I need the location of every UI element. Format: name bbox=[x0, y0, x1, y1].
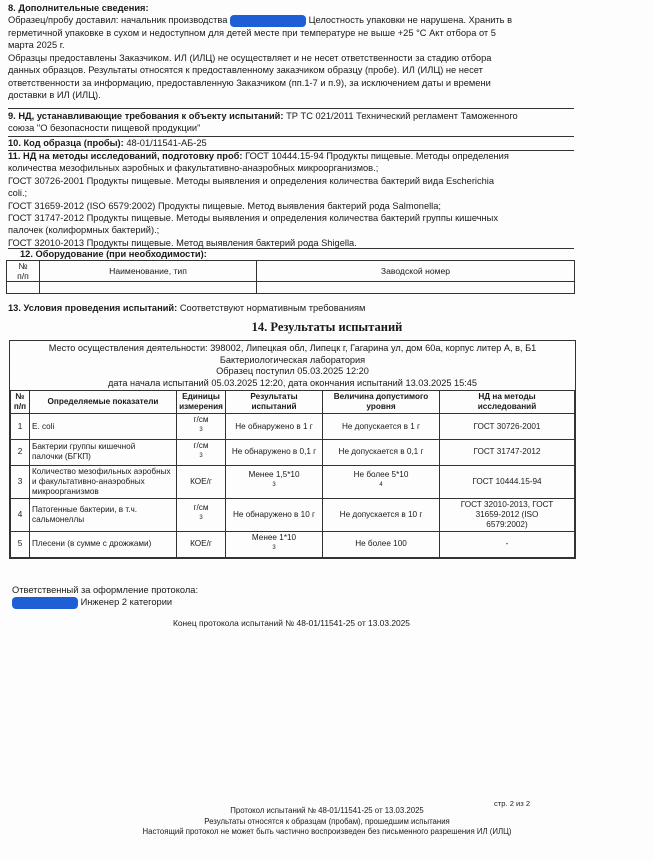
result-value: Не обнаружено в 1 г bbox=[226, 414, 323, 440]
method-reference: - bbox=[440, 531, 575, 557]
results-header bbox=[10, 341, 575, 389]
row-number: 5 bbox=[11, 531, 30, 557]
unit: г/см $^3$ bbox=[177, 498, 226, 531]
indicator-name: Патогенные бактерии, в т.ч. сальмонеллы bbox=[30, 498, 177, 531]
indicator-name: Плесени (в сумме с дрожжами) bbox=[30, 531, 177, 557]
section-13 bbox=[8, 302, 365, 314]
test-dates: дата начала испытаний 05.03.2025 12:20, дата окончания испытаний 13.03.2025 15:45 bbox=[108, 377, 477, 388]
table-row bbox=[11, 414, 575, 440]
unit: г/см $^3$ bbox=[177, 440, 226, 466]
section-9 bbox=[8, 110, 518, 135]
section-13-value: Соответствуют нормативным требованиям bbox=[179, 303, 366, 313]
section-10 bbox=[8, 137, 207, 149]
results-box bbox=[9, 340, 576, 559]
section-9-value-cont: союза "О безопасности пищевой продукции" bbox=[8, 123, 201, 134]
result-value: Не обнаружено в 10 г bbox=[226, 498, 323, 531]
indicator-header: Определяемые показатели bbox=[30, 391, 177, 414]
row-number: 1 bbox=[11, 414, 30, 440]
indicator-name: E. coli bbox=[30, 414, 177, 440]
lab-name: Бактериологическая лаборатория bbox=[219, 354, 366, 365]
results-table bbox=[10, 390, 575, 557]
section-9-label: 9. НД, устанавливающие требования к объекту испытаний: bbox=[8, 111, 284, 121]
indicator-name: Бактерии группы кишечной палочки (БГКП) bbox=[30, 440, 177, 466]
limit-value: Не более 5*10 $^4$ bbox=[323, 465, 440, 498]
limit-value: Не допускается в 10 г bbox=[323, 498, 440, 531]
result-value: Менее 1*10 $^3$ bbox=[226, 531, 323, 557]
section-8-heading: 8. Дополнительные сведения: bbox=[8, 3, 149, 13]
delivered-by-label: Образец/пробу доставил: начальник производства bbox=[8, 15, 228, 26]
sample-code: 48-01/11541-АБ-25 bbox=[126, 138, 207, 148]
table-row bbox=[11, 498, 575, 531]
row-number: 2 bbox=[11, 440, 30, 466]
act-date-text: марта 2025 г. bbox=[8, 40, 65, 51]
table-row bbox=[11, 465, 575, 498]
footer-line-2: Результаты относятся к образцам (пробам), прошедшим испытания bbox=[204, 816, 450, 826]
method-line-1: ГОСТ 10444.15-94 Продукты пищевые. Методы определения bbox=[245, 151, 509, 161]
method-line-7: палочек (колиформных бактерий).; bbox=[8, 225, 160, 236]
section-11 bbox=[8, 150, 509, 249]
responsible-block bbox=[12, 584, 198, 609]
limit-value: Не допускается в 1 г bbox=[323, 414, 440, 440]
footer-line-1: Протокол испытаний № 48-01/11541-25 от 13.03.2025 bbox=[230, 806, 424, 815]
method-reference: ГОСТ 10444.15-94 bbox=[440, 465, 575, 498]
divider bbox=[8, 108, 574, 109]
equipment-serial-header: Заводской номер bbox=[257, 261, 575, 282]
place-of-activity: Место осуществления деятельности: 398002, Липецкая обл, Липецк г, Гагарина ул, дом 60а, корпус литер А, в, Б1 bbox=[48, 343, 537, 353]
equipment-name-header: Наименование, тип bbox=[40, 261, 257, 282]
page-number: стр. 2 из 2 bbox=[494, 799, 531, 808]
responsible-position: Инженер 2 категории bbox=[80, 597, 173, 608]
unit: г/см $^3$ bbox=[177, 414, 226, 440]
method-line-8: ГОСТ 32010-2013 Продукты пищевые. Метод выявления бактерий рода Shigella. bbox=[8, 237, 357, 248]
method-reference: ГОСТ 32010-2013, ГОСТ 31659-2012 (ISO 6579:2002) bbox=[440, 498, 575, 531]
unit: КОЕ/г bbox=[177, 465, 226, 498]
redacted-name bbox=[230, 15, 306, 27]
footer bbox=[0, 806, 654, 838]
section-10-label: 10. Код образца (пробы): bbox=[8, 138, 124, 148]
result-value: Не обнаружено в 0,1 г bbox=[226, 440, 323, 466]
equipment-table: № п/п Наименование, тип Заводской номер bbox=[6, 260, 575, 294]
method-reference: ГОСТ 30726-2001 bbox=[440, 414, 575, 440]
results-header-row: № п/п Определяемые показатели Единицы измерения Результаты испытаний Величина допустимого уровня НД на методы исследований bbox=[11, 391, 575, 414]
section-11-label: 11. НД на методы исследований, подготовку проб: bbox=[8, 151, 243, 161]
table-row bbox=[11, 440, 575, 466]
indicator-name: Количество мезофильных аэробных и факультативно-анаэробных микроорганизмов bbox=[30, 465, 177, 498]
unit: КОЕ/г bbox=[177, 531, 226, 557]
disclaimer-line-1: Образцы предоставлены Заказчиком. ИЛ (ИЛЦ) не осуществляет и не несет ответственности за стадию отбора bbox=[8, 52, 492, 63]
results-title: 14. Результаты испытаний bbox=[251, 320, 403, 334]
footer-line-3: Настоящий протокол не может быть частично воспроизведен без письменного разрешения ИЛ (ИЛЦ) bbox=[142, 827, 512, 836]
limit-value: Не более 100 bbox=[323, 531, 440, 557]
method-reference: ГОСТ 31747-2012 bbox=[440, 440, 575, 466]
section-8 bbox=[8, 2, 512, 101]
method-line-6: ГОСТ 31747-2012 Продукты пищевые. Методы выявления и определения количества бактерий группы кишечных bbox=[8, 213, 499, 224]
disclaimer-line-2: данных образцов. Результаты относятся к предоставленному заказчиком образцу (пробе). ИЛ (ИЛЦ) не несет bbox=[8, 65, 483, 76]
result-value: Менее 1,5*10 $^3$ bbox=[226, 465, 323, 498]
method-line-3: ГОСТ 30726-2001 Продукты пищевые. Методы выявления и определения количества бактерий вида Escherichia bbox=[8, 175, 495, 186]
end-of-protocol: Конец протокола испытаний № 48-01/11541-25 от 13.03.2025 bbox=[173, 618, 410, 628]
method-line-5: ГОСТ 31659-2012 (ISO 6579:2002) Продукты пищевые. Метод выявления бактерий рода Salmonella; bbox=[8, 200, 441, 211]
section-9-value: ТР ТС 021/2011 Технический регламент Таможенного bbox=[286, 111, 518, 121]
sample-received: Образец поступил 05.03.2025 12:20 bbox=[216, 366, 369, 377]
responsible-label: Ответственный за оформление протокола: bbox=[12, 585, 199, 595]
limit-value: Не допускается в 0,1 г bbox=[323, 440, 440, 466]
section-12-heading: 12. Оборудование (при необходимости): bbox=[20, 249, 207, 259]
storage-text: герметичной упаковке в сухом и недоступном для детей месте при температуре не выше +25 °С Акт отбора от 5 bbox=[8, 27, 496, 38]
redacted-name bbox=[12, 597, 78, 609]
row-number: 3 bbox=[11, 465, 30, 498]
method-line-4: coli.; bbox=[8, 188, 28, 199]
method-line-2: количества мезофильных аэробных и факультативно-анаэробных микроорганизмов.; bbox=[8, 163, 379, 174]
package-integrity-text: Целостность упаковки не нарушена. Хранить в bbox=[308, 15, 513, 26]
table-row bbox=[11, 531, 575, 557]
disclaimer-line-4: доставки в ИЛ (ИЛЦ). bbox=[8, 89, 101, 100]
section-13-label: 13. Условия проведения испытаний: bbox=[8, 303, 178, 313]
disclaimer-line-3: ответственности за информацию, предоставленную Заказчиком (пп.1-7 и п.9), за исключением даты и времени bbox=[8, 77, 491, 88]
row-number: 4 bbox=[11, 498, 30, 531]
